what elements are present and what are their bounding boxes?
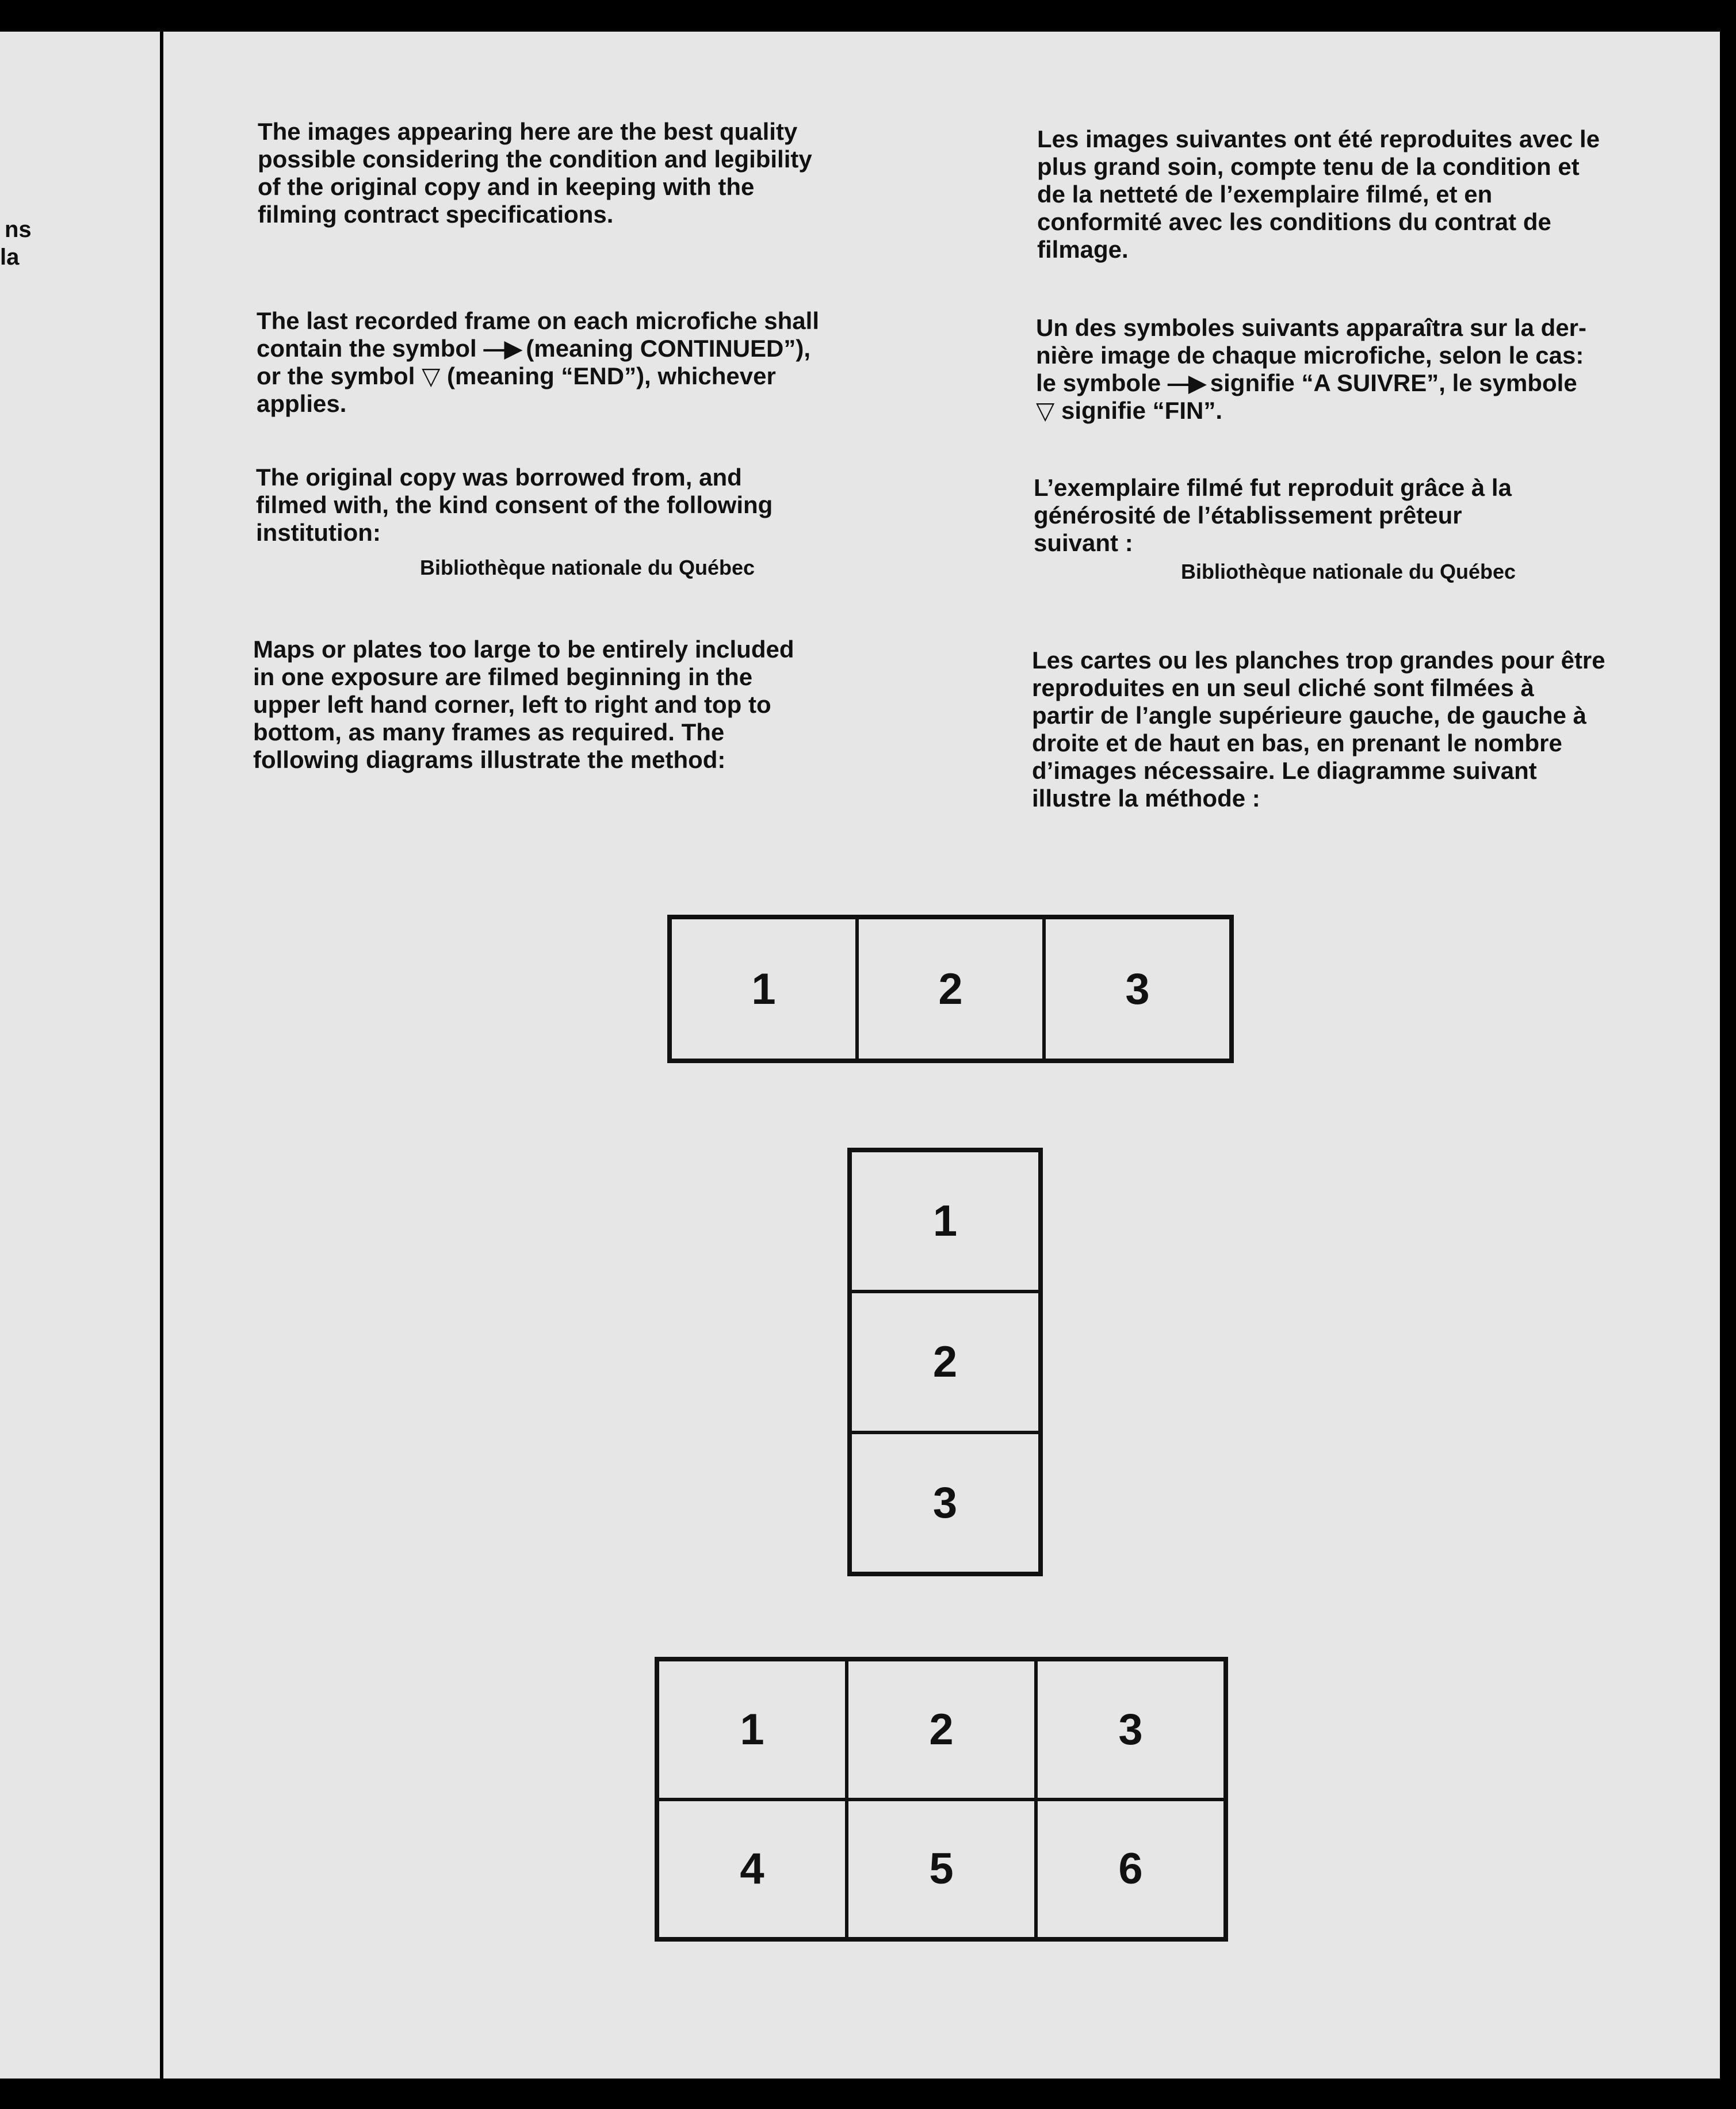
end-triangle-icon: ▽ [422,362,441,389]
text-line [1036,369,1586,397]
stub-line: la [0,244,20,270]
text-line: filmage. [1037,236,1129,263]
text-segment: (meaning “END”), whichever [447,362,776,389]
diagram-row-frames [667,915,1234,1063]
frame-cell: 2 [850,1292,1040,1432]
text-line: Les cartes ou les planches trop grandes pour être [1032,647,1605,674]
en-paragraph-quality [258,118,812,228]
text-segment: le symbole [1036,369,1161,396]
text-line: plus grand soin, compte tenu de la condition et [1037,153,1580,180]
text-line: possible considering the condition and legibility [258,146,812,173]
frame-cell: 5 [847,1799,1036,1939]
text-line: upper left hand corner, left to right and top to [253,691,771,718]
continued-arrow-icon: —▶ [483,335,519,362]
text-segment: contain the symbol [257,335,477,362]
diagram-grid-frames [655,1657,1228,1942]
frame-cell: 2 [857,918,1044,1060]
text-line: The original copy was borrowed from, and [256,464,742,491]
text-line: filmed with, the kind consent of the following [256,491,773,518]
text-line: following diagrams illustrate the method: [253,746,726,773]
frame-cell: 1 [657,1660,847,1799]
text-line: générosité de l’établissement prêteur [1034,502,1462,529]
text-line: filming contract specifications. [258,201,614,228]
en-paragraph-maps [253,636,794,774]
text-line: institution: [256,519,381,546]
text-line: droite et de haut en bas, en prenant le nombre [1032,729,1562,757]
right-border [1720,32,1736,2109]
continued-arrow-icon: —▶ [1167,369,1204,396]
text-segment: signifie “A SUIVRE”, le symbole [1210,369,1577,396]
stub-line: ns [5,217,32,242]
text-line: reproduites en un seul cliché sont filmées à [1032,674,1534,701]
text-line: The images appearing here are the best quality [258,118,798,145]
text-line: Un des symboles suivants apparaîtra sur la der- [1036,314,1587,341]
text-line [257,362,819,390]
fr-paragraph-symbols [1036,314,1586,425]
text-segment: signifie “FIN”. [1061,397,1222,424]
frame-cell: 1 [670,918,857,1060]
text-line: nière image de chaque microfiche, selon le cas: [1036,342,1584,369]
en-paragraph-symbols [257,307,819,418]
text-segment: (meaning CONTINUED”), [526,335,811,362]
text-line: de la netteté de l’exemplaire filmé, et en [1037,181,1493,208]
end-triangle-icon: ▽ [1036,397,1055,424]
frame-cell: 3 [1036,1660,1225,1799]
text-line: bottom, as many frames as required. The [253,719,725,746]
fr-paragraph-quality [1037,125,1600,263]
text-line [1036,397,1586,425]
frame-cell: 1 [850,1151,1040,1292]
text-line [257,335,819,362]
frame-cell: 4 [657,1799,847,1939]
text-line: of the original copy and in keeping with the [258,173,755,200]
frame-cell: 3 [1044,918,1231,1060]
frame-cell: 2 [847,1660,1036,1799]
text-line: in one exposure are filmed beginning in the [253,663,753,690]
previous-page-stub [0,216,32,271]
fr-institution-name: Bibliothèque nationale du Québec [1181,560,1516,583]
page-fold-line [160,32,163,2079]
fr-paragraph-institution [1034,474,1512,557]
text-line: suivant : [1034,529,1133,556]
text-line: partir de l’angle supérieure gauche, de gauche à [1032,702,1586,729]
text-line: The last recorded frame on each microfiche shall [257,307,819,334]
fr-paragraph-maps [1032,647,1605,812]
diagram-column-frames [847,1148,1043,1576]
text-line: applies. [257,390,347,417]
text-line: d’images nécessaire. Le diagramme suivant [1032,757,1537,784]
text-line: illustre la méthode : [1032,785,1260,812]
frame-cell: 6 [1036,1799,1225,1939]
text-line: Les images suivantes ont été reproduites avec le [1037,125,1600,152]
frame-cell: 3 [850,1432,1040,1573]
text-line: L’exemplaire filmé fut reproduit grâce à la [1034,474,1512,501]
en-institution-name: Bibliothèque nationale du Québec [420,556,755,579]
text-segment: or the symbol [257,362,415,389]
text-line: conformité avec les conditions du contrat de [1037,208,1551,235]
en-paragraph-institution [256,464,773,547]
text-line: Maps or plates too large to be entirely included [253,636,794,663]
